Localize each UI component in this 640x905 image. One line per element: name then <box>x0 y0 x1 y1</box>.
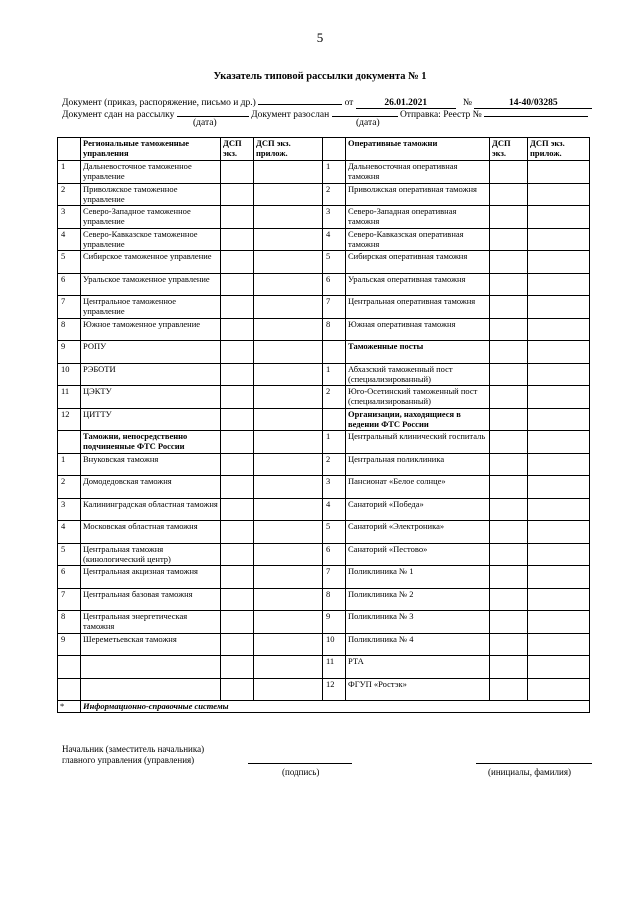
right-dsp-app-cell <box>528 678 590 701</box>
left-dsp-cell <box>221 273 254 296</box>
right-recipient-name: Центральная поликлиника <box>346 453 490 476</box>
right-num-header <box>323 138 346 161</box>
left-dsp-app-cell <box>254 408 323 431</box>
right-dsp-cell <box>490 296 528 319</box>
left-dsp-app-cell <box>254 566 323 589</box>
left-row-number: 11 <box>58 386 81 409</box>
left-dsp-app-cell <box>254 183 323 206</box>
right-dsp-app-cell <box>528 386 590 409</box>
right-row-number: 9 <box>323 611 346 634</box>
left-recipient-name: Центральная таможня (кинологический центр) <box>81 543 221 566</box>
sent-label: Документ разослан <box>251 110 330 120</box>
right-row-number: 2 <box>323 183 346 206</box>
left-dsp-cell <box>221 296 254 319</box>
right-recipient-name: Таможенные посты <box>346 341 490 364</box>
right-row-number: 1 <box>323 363 346 386</box>
doc-date-field: 26.01.2021 <box>356 98 456 109</box>
left-row-number: 9 <box>58 633 81 656</box>
signatory-position-line1: Начальник (заместитель начальника) <box>62 744 205 754</box>
left-recipient-name: РОПУ <box>81 341 221 364</box>
right-name-header: Оперативные таможни <box>346 138 490 161</box>
left-dsp-cell <box>221 386 254 409</box>
document-title: Указатель типовой рассылки документа № 1 <box>213 71 427 82</box>
right-row-number: 3 <box>323 476 346 499</box>
right-dsp-cell <box>490 498 528 521</box>
right-recipient-name: Северо-Западная оперативная таможня <box>346 206 490 229</box>
left-row-number: 4 <box>58 228 81 251</box>
left-recipient-name: Центральная энергетическая таможня <box>81 611 221 634</box>
left-recipient-name: Внуковская таможня <box>81 453 221 476</box>
left-dsp-cell <box>221 453 254 476</box>
table-footer-row <box>58 701 590 713</box>
left-row-number: 12 <box>58 408 81 431</box>
left-recipient-name: Северо-Кавказское таможенное управление <box>81 228 221 251</box>
right-recipient-name: РТА <box>346 656 490 679</box>
table-row <box>58 633 590 656</box>
left-recipient-name: Южное таможенное управление <box>81 318 221 341</box>
left-dsp-cell <box>221 318 254 341</box>
right-row-number: 6 <box>323 273 346 296</box>
right-dsp-cell <box>490 543 528 566</box>
right-dsp-app-cell <box>528 431 590 454</box>
number-label: № <box>462 98 472 108</box>
left-row-number <box>58 678 81 701</box>
left-dsp-app-cell <box>254 453 323 476</box>
table-row <box>58 611 590 634</box>
left-dsp-app-header: ДСП экз. прилож. <box>254 138 323 161</box>
right-dsp-cell <box>490 453 528 476</box>
table-row <box>58 318 590 341</box>
table-row <box>58 386 590 409</box>
right-dsp-cell <box>490 161 528 184</box>
right-dsp-cell <box>490 566 528 589</box>
left-row-number: 8 <box>58 318 81 341</box>
left-recipient-name: Центральное таможенное управление <box>81 296 221 319</box>
left-dsp-app-cell <box>254 588 323 611</box>
right-recipient-name: Уральская оперативная таможня <box>346 273 490 296</box>
left-row-number: 1 <box>58 453 81 476</box>
left-dsp-app-cell <box>254 476 323 499</box>
right-row-number: 6 <box>323 543 346 566</box>
right-recipient-name: Поликлиника № 1 <box>346 566 490 589</box>
right-dsp-app-cell <box>528 633 590 656</box>
right-row-number: 7 <box>323 296 346 319</box>
date-hint-right: (дата) <box>356 118 380 128</box>
right-row-number: 4 <box>323 228 346 251</box>
right-dsp-app-cell <box>528 521 590 544</box>
right-dsp-cell <box>490 386 528 409</box>
right-recipient-name: Центральная оперативная таможня <box>346 296 490 319</box>
doc-type-blank <box>258 94 342 105</box>
table-row <box>58 228 590 251</box>
right-dsp-app-cell <box>528 566 590 589</box>
left-row-number: 5 <box>58 251 81 274</box>
right-dsp-app-cell <box>528 543 590 566</box>
left-row-number: 10 <box>58 363 81 386</box>
left-dsp-app-cell <box>254 318 323 341</box>
right-dsp-app-cell <box>528 363 590 386</box>
right-dsp-cell <box>490 273 528 296</box>
right-dsp-app-cell <box>528 498 590 521</box>
right-dsp-cell <box>490 228 528 251</box>
table-row <box>58 206 590 229</box>
table-row <box>58 431 590 454</box>
left-dsp-cell <box>221 206 254 229</box>
right-row-number <box>323 341 346 364</box>
left-recipient-name: Уральское таможенное управление <box>81 273 221 296</box>
left-recipient-name <box>81 656 221 679</box>
table-row <box>58 656 590 679</box>
left-dsp-app-cell <box>254 611 323 634</box>
left-row-number: 9 <box>58 341 81 364</box>
right-dsp-header: ДСП экз. <box>490 138 528 161</box>
left-dsp-app-cell <box>254 228 323 251</box>
left-recipient-name: Сибирское таможенное управление <box>81 251 221 274</box>
right-recipient-name: Санаторий «Победа» <box>346 498 490 521</box>
right-recipient-name: Сибирская оперативная таможня <box>346 251 490 274</box>
table-row <box>58 341 590 364</box>
table-row <box>58 183 590 206</box>
right-recipient-name: Пансионат «Белое солнце» <box>346 476 490 499</box>
left-row-number: 7 <box>58 588 81 611</box>
left-dsp-app-cell <box>254 161 323 184</box>
right-recipient-name: Приволжская оперативная таможня <box>346 183 490 206</box>
right-recipient-name: Поликлиника № 2 <box>346 588 490 611</box>
left-dsp-app-cell <box>254 296 323 319</box>
right-recipient-name: Дальневосточная оперативная таможня <box>346 161 490 184</box>
left-dsp-header: ДСП экз. <box>221 138 254 161</box>
right-recipient-name: Южная оперативная таможня <box>346 318 490 341</box>
right-dsp-cell <box>490 588 528 611</box>
left-row-number: 5 <box>58 543 81 566</box>
right-row-number: 5 <box>323 251 346 274</box>
registry-number-blank <box>484 106 588 117</box>
signatory-position-line2: главного управления (управления) <box>62 755 195 765</box>
left-dsp-cell <box>221 633 254 656</box>
right-dsp-cell <box>490 678 528 701</box>
left-dsp-app-cell <box>254 521 323 544</box>
left-dsp-app-cell <box>254 543 323 566</box>
page-number: 5 <box>316 30 324 45</box>
table-body <box>58 138 590 713</box>
left-name-header: Региональные таможенные управления <box>81 138 221 161</box>
right-dsp-cell <box>490 206 528 229</box>
right-dsp-cell <box>490 431 528 454</box>
right-dsp-app-cell <box>528 341 590 364</box>
right-dsp-cell <box>490 633 528 656</box>
right-dsp-app-cell <box>528 588 590 611</box>
left-dsp-cell <box>221 611 254 634</box>
left-dsp-cell <box>221 566 254 589</box>
left-dsp-cell <box>221 183 254 206</box>
left-dsp-app-cell <box>254 386 323 409</box>
right-row-number: 3 <box>323 206 346 229</box>
right-row-number: 2 <box>323 453 346 476</box>
left-recipient-name: Шереметьевская таможня <box>81 633 221 656</box>
left-row-number: 3 <box>58 498 81 521</box>
left-row-number: 2 <box>58 183 81 206</box>
table-row <box>58 498 590 521</box>
doc-number-field: 14-40/03285 <box>474 98 592 109</box>
right-dsp-cell <box>490 521 528 544</box>
right-dsp-app-cell <box>528 296 590 319</box>
left-recipient-name: Таможни, непосредственно подчиненные ФТС России <box>81 431 221 454</box>
footer-mark: * <box>58 701 81 713</box>
right-recipient-name: Абхазский таможенный пост (специализированный) <box>346 363 490 386</box>
date-hint-left: (дата) <box>193 118 217 128</box>
right-dsp-app-cell <box>528 453 590 476</box>
right-row-number: 12 <box>323 678 346 701</box>
left-recipient-name: ЦЭКТУ <box>81 386 221 409</box>
left-row-number <box>58 656 81 679</box>
left-recipient-name: РЭБОТИ <box>81 363 221 386</box>
right-dsp-app-cell <box>528 273 590 296</box>
left-dsp-app-cell <box>254 341 323 364</box>
right-dsp-cell <box>490 408 528 431</box>
right-row-number: 1 <box>323 431 346 454</box>
right-recipient-name: Юго-Осетинский таможенный пост (специализированный) <box>346 386 490 409</box>
right-row-number: 10 <box>323 633 346 656</box>
left-dsp-cell <box>221 431 254 454</box>
table-row <box>58 476 590 499</box>
left-recipient-name: Центральная акцизная таможня <box>81 566 221 589</box>
right-recipient-name: Поликлиника № 4 <box>346 633 490 656</box>
right-row-number: 4 <box>323 498 346 521</box>
right-dsp-cell <box>490 656 528 679</box>
left-dsp-cell <box>221 228 254 251</box>
right-recipient-name: Санаторий «Пестово» <box>346 543 490 566</box>
dispatch-label: Отправка: Реестр № <box>399 110 482 120</box>
left-dsp-cell <box>221 476 254 499</box>
left-recipient-name: Дальневосточное таможенное управление <box>81 161 221 184</box>
left-row-number: 6 <box>58 566 81 589</box>
left-dsp-cell <box>221 408 254 431</box>
left-row-number: 3 <box>58 206 81 229</box>
left-recipient-name <box>81 678 221 701</box>
left-recipient-name: Домодедовская таможня <box>81 476 221 499</box>
right-row-number: 7 <box>323 566 346 589</box>
right-recipient-name: Санаторий «Электроника» <box>346 521 490 544</box>
handed-date-blank <box>177 106 249 117</box>
left-row-number: 7 <box>58 296 81 319</box>
handed-label: Документ сдан на рассылку <box>62 110 175 120</box>
left-dsp-cell <box>221 498 254 521</box>
right-row-number: 8 <box>323 588 346 611</box>
right-dsp-cell <box>490 476 528 499</box>
right-dsp-cell <box>490 363 528 386</box>
table-row <box>58 273 590 296</box>
right-row-number <box>323 408 346 431</box>
right-recipient-name: Поликлиника № 3 <box>346 611 490 634</box>
right-dsp-cell <box>490 341 528 364</box>
doc-type-label: Документ (приказ, распоряжение, письмо и др.) <box>62 98 256 108</box>
right-dsp-app-cell <box>528 251 590 274</box>
left-dsp-cell <box>221 341 254 364</box>
left-recipient-name: Северо-Западное таможенное управление <box>81 206 221 229</box>
left-dsp-app-cell <box>254 498 323 521</box>
right-dsp-app-cell <box>528 611 590 634</box>
left-recipient-name: ЦИТТУ <box>81 408 221 431</box>
right-dsp-cell <box>490 251 528 274</box>
table-row <box>58 363 590 386</box>
signature-line <box>248 763 352 764</box>
left-dsp-app-cell <box>254 251 323 274</box>
right-row-number: 2 <box>323 386 346 409</box>
left-dsp-cell <box>221 588 254 611</box>
right-dsp-app-cell <box>528 206 590 229</box>
table-row <box>58 521 590 544</box>
left-dsp-cell <box>221 678 254 701</box>
left-row-number: 6 <box>58 273 81 296</box>
left-dsp-app-cell <box>254 273 323 296</box>
table-row <box>58 161 590 184</box>
right-dsp-app-header: ДСП экз. прилож. <box>528 138 590 161</box>
table-header-row <box>58 138 590 161</box>
left-dsp-app-cell <box>254 206 323 229</box>
left-dsp-cell <box>221 656 254 679</box>
left-dsp-cell <box>221 251 254 274</box>
left-dsp-cell <box>221 543 254 566</box>
table-row <box>58 543 590 566</box>
left-row-number: 2 <box>58 476 81 499</box>
table-row <box>58 566 590 589</box>
right-dsp-cell <box>490 318 528 341</box>
header-line-2 <box>62 106 602 120</box>
right-row-number: 11 <box>323 656 346 679</box>
table-row <box>58 678 590 701</box>
from-label: от <box>344 98 354 108</box>
left-dsp-app-cell <box>254 431 323 454</box>
left-dsp-app-cell <box>254 656 323 679</box>
left-dsp-app-cell <box>254 363 323 386</box>
left-recipient-name: Центральная базовая таможня <box>81 588 221 611</box>
name-hint: (инициалы, фамилия) <box>488 767 571 777</box>
table-row <box>58 251 590 274</box>
right-dsp-app-cell <box>528 476 590 499</box>
table-row <box>58 408 590 431</box>
right-dsp-cell <box>490 183 528 206</box>
left-row-number: 4 <box>58 521 81 544</box>
signature-hint: (подпись) <box>282 767 320 777</box>
right-dsp-cell <box>490 611 528 634</box>
right-dsp-app-cell <box>528 656 590 679</box>
left-row-number <box>58 431 81 454</box>
table-row <box>58 453 590 476</box>
sent-date-blank <box>332 106 398 117</box>
right-recipient-name: Северо-Кавказская оперативная таможня <box>346 228 490 251</box>
left-recipient-name: Московская областная таможня <box>81 521 221 544</box>
right-dsp-app-cell <box>528 318 590 341</box>
right-row-number: 1 <box>323 161 346 184</box>
right-recipient-name: Центральный клинический госпиталь <box>346 431 490 454</box>
left-dsp-app-cell <box>254 678 323 701</box>
right-row-number: 5 <box>323 521 346 544</box>
left-row-number: 1 <box>58 161 81 184</box>
right-dsp-app-cell <box>528 228 590 251</box>
left-dsp-cell <box>221 363 254 386</box>
right-dsp-app-cell <box>528 183 590 206</box>
distribution-table <box>57 137 590 713</box>
left-recipient-name: Приволжское таможенное управление <box>81 183 221 206</box>
left-dsp-app-cell <box>254 633 323 656</box>
footer-info-systems: Информационно-справочные системы <box>81 701 590 713</box>
right-dsp-app-cell <box>528 161 590 184</box>
table-row <box>58 296 590 319</box>
table-row <box>58 588 590 611</box>
left-row-number: 8 <box>58 611 81 634</box>
left-dsp-cell <box>221 161 254 184</box>
left-dsp-cell <box>221 521 254 544</box>
right-recipient-name: Организации, находящиеся в ведении ФТС России <box>346 408 490 431</box>
left-num-header <box>58 138 81 161</box>
name-line <box>476 763 592 764</box>
left-recipient-name: Калининградская областная таможня <box>81 498 221 521</box>
right-dsp-app-cell <box>528 408 590 431</box>
right-row-number: 8 <box>323 318 346 341</box>
right-recipient-name: ФГУП «Ростэк» <box>346 678 490 701</box>
